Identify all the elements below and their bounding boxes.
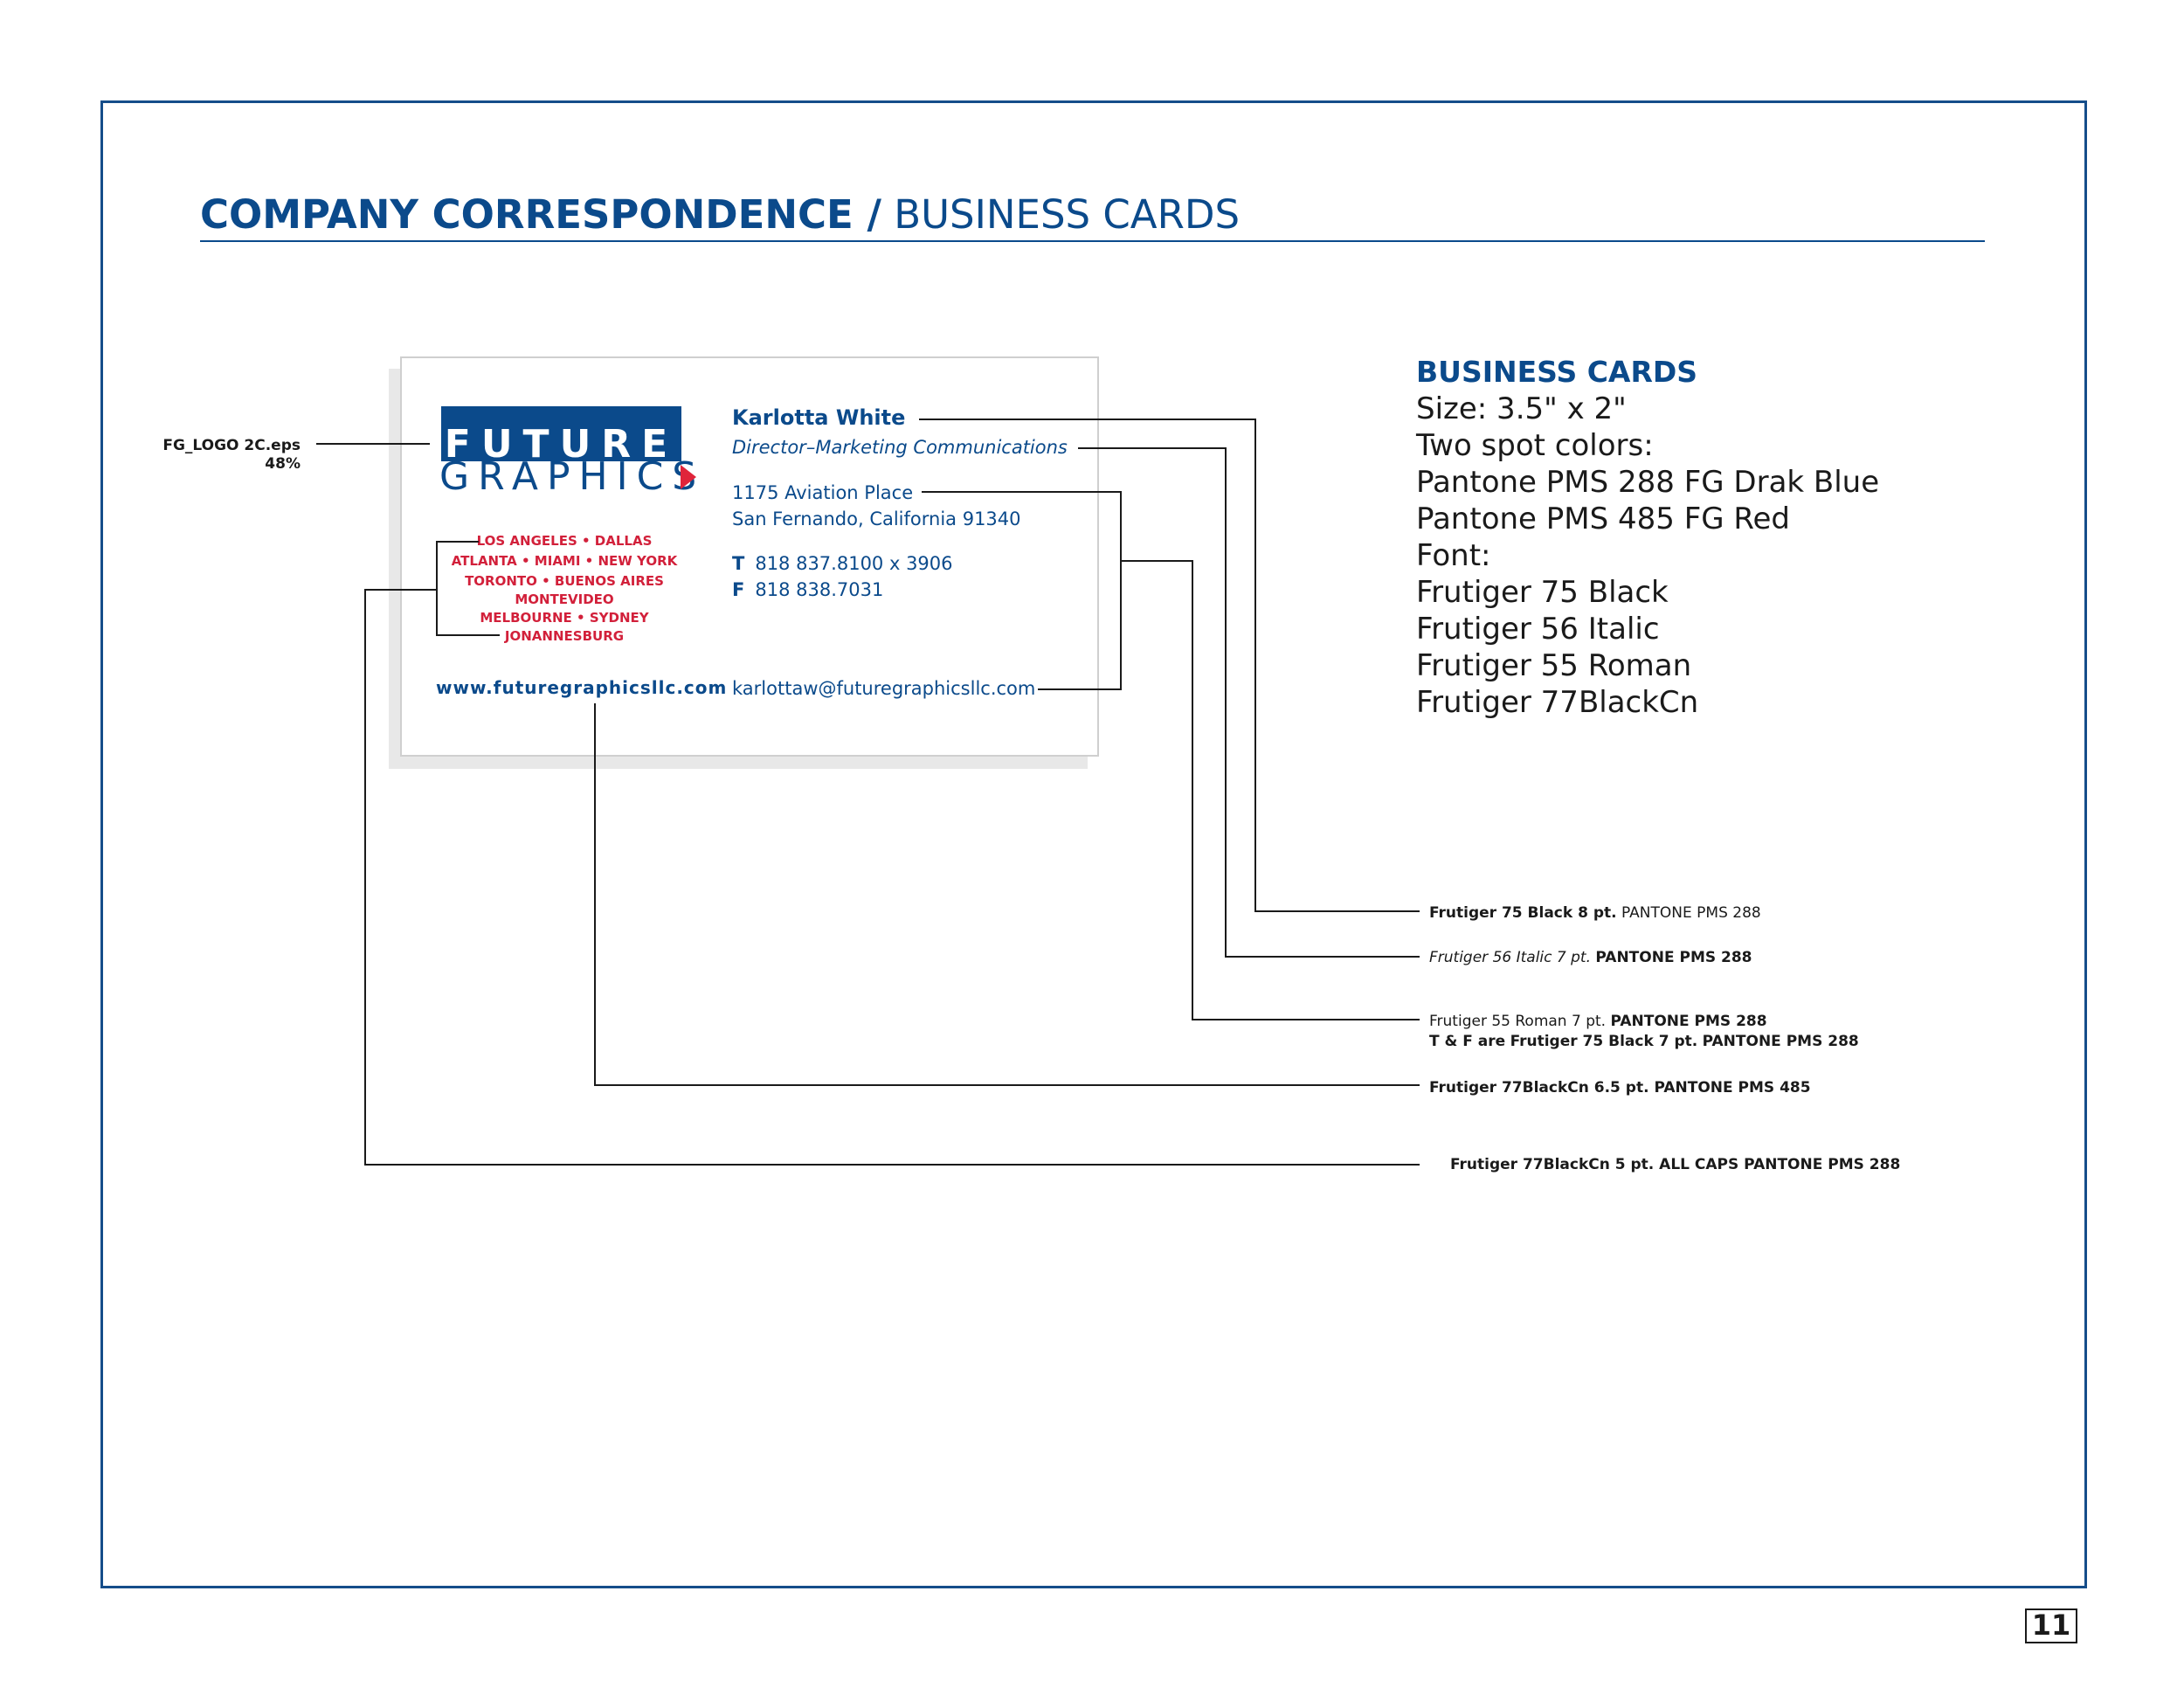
spec-line: Frutiger 56 Italic <box>1416 612 1660 647</box>
spec-title: BUSINESS CARDS <box>1416 355 1698 389</box>
spec-line: Frutiger 75 Black <box>1416 575 1669 610</box>
callout-note-website: Frutiger 77BlackCn 6.5 pt. PANTONE PMS 485 <box>1429 1079 1811 1097</box>
spec-line: Two spot colors: <box>1416 428 1654 463</box>
card-name: Karlotta White <box>732 405 906 430</box>
spec-line: Size: 3.5" x 2" <box>1416 391 1627 426</box>
note-color: PANTONE PMS 288 <box>1621 904 1761 922</box>
card-website: www.futuregraphicsllc.com <box>436 677 728 698</box>
city-line: ATLANTA • MIAMI • NEW YORK <box>451 553 678 569</box>
card-address-line2: San Fernando, California 91340 <box>732 508 1021 529</box>
section-title: COMPANY CORRESPONDENCE / <box>200 191 881 238</box>
note-font: Frutiger 75 Black 8 pt. <box>1429 904 1617 922</box>
card-address-line1: 1175 Aviation Place <box>732 482 914 503</box>
phone-number: 818 837.8100 x 3906 <box>755 553 953 574</box>
spec-line: Frutiger 55 Roman <box>1416 648 1692 683</box>
logo-file-name: FG_LOGO 2C.eps <box>162 437 301 454</box>
subsection-title: BUSINESS CARDS <box>894 191 1241 238</box>
note-prefix: T & F are <box>1429 1033 1506 1050</box>
leader-cities <box>365 590 1420 1165</box>
leader-phone <box>1121 561 1420 1020</box>
phone-label: T <box>732 553 745 574</box>
note-color: PANTONE PMS 288 <box>1610 1013 1767 1030</box>
leader-title <box>1078 448 1420 957</box>
leader-website <box>595 703 1420 1085</box>
logo-scale: 48% <box>265 455 301 473</box>
fax-label: F <box>732 579 745 600</box>
city-line: LOS ANGELES • DALLAS <box>476 533 653 549</box>
city-line: TORONTO • BUENOS AIRES <box>465 573 664 589</box>
page-number: 11 <box>2031 1608 2071 1642</box>
card-job-title: Director–Marketing Communications <box>732 437 1068 458</box>
fax-number: 818 838.7031 <box>755 579 884 600</box>
city-line: MELBOURNE • SYDNEY <box>480 610 649 626</box>
spec-line: Pantone PMS 288 FG Drak Blue <box>1416 465 1880 500</box>
leader-cities-bracket <box>437 542 500 635</box>
logo-wordmark-bottom: GRAPHICS <box>439 454 706 499</box>
note-font: Frutiger 56 Italic 7 pt. <box>1429 949 1591 966</box>
card-email: karlottaw@futuregraphicsllc.com <box>732 678 1036 699</box>
spec-line: Pantone PMS 485 FG Red <box>1416 502 1791 536</box>
logo-wordmark-top: FUTURE <box>444 422 679 467</box>
leader-address-email <box>922 492 1121 689</box>
note-font: Frutiger 55 Roman 7 pt. <box>1429 1013 1607 1030</box>
city-line: MONTEVIDEO <box>515 591 614 607</box>
spec-line: Font: <box>1416 538 1491 573</box>
note-font: Frutiger 75 Black 7 pt. <box>1510 1033 1698 1050</box>
callout-note-cities: Frutiger 77BlackCn 5 pt. ALL CAPS PANTONE PMS 288 <box>1450 1156 1901 1173</box>
leader-name <box>919 419 1420 911</box>
spec-line: Frutiger 77BlackCn <box>1416 685 1699 720</box>
note-color: PANTONE PMS 288 <box>1595 949 1752 966</box>
city-line: JONANNESBURG <box>504 628 625 644</box>
note-color: PANTONE PMS 288 <box>1702 1033 1859 1050</box>
